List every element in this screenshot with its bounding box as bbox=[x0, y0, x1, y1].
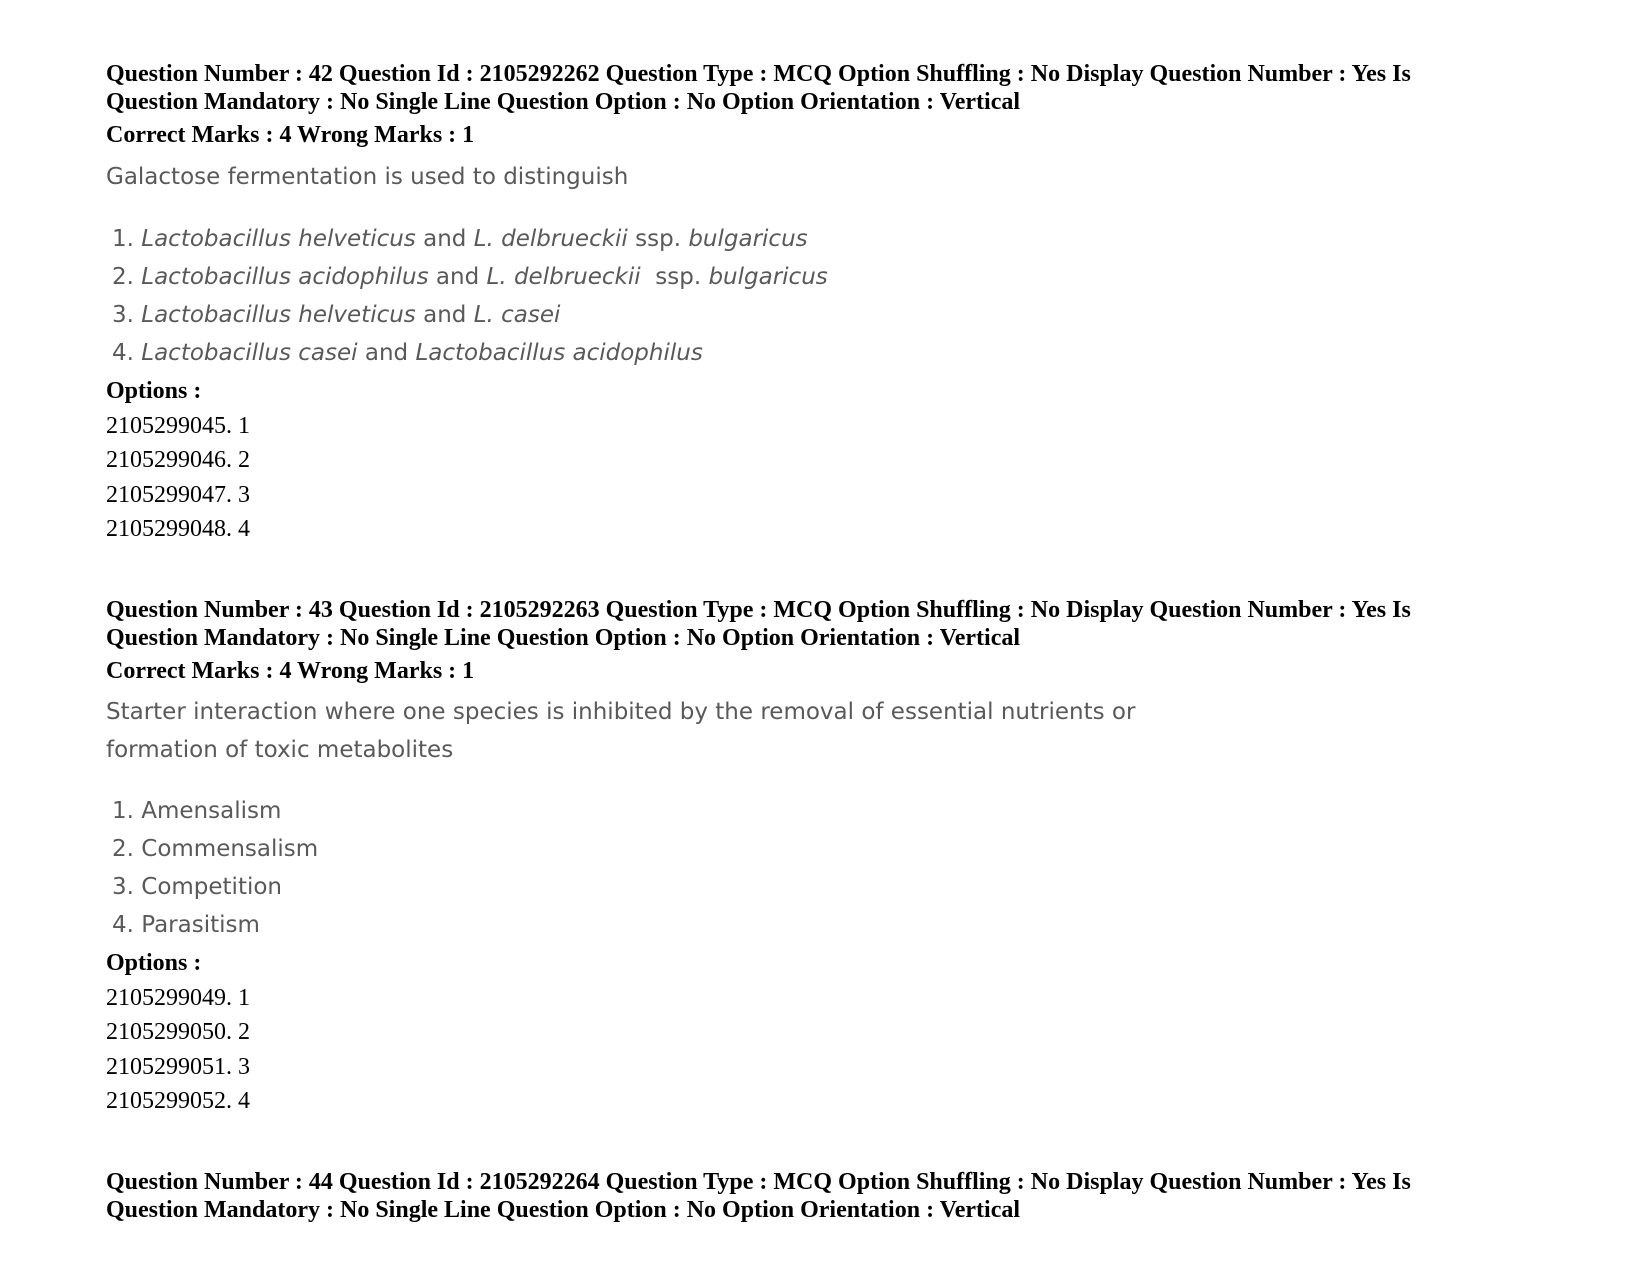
question-43-meta-line1: Question Number : 43 Question Id : 2105292263 Question Type : MCQ Option Shuffling : No Display Question Number : Yes Is bbox=[106, 597, 1411, 623]
question-44-meta-line2: Question Mandatory : No Single Line Question Option : No Option Orientation : Vertical bbox=[106, 1197, 1021, 1223]
question-43-choice-3: 3. Competition bbox=[112, 874, 283, 900]
question-42-option-3: 2105299047. 3 bbox=[106, 482, 250, 508]
question-42-option-1: 2105299045. 1 bbox=[106, 413, 250, 439]
question-43-option-4: 2105299052. 4 bbox=[106, 1088, 250, 1114]
question-43-choice-1: 1. Amensalism bbox=[112, 798, 282, 824]
question-43-marks: Correct Marks : 4 Wrong Marks : 1 bbox=[106, 658, 475, 684]
question-43-choice-2: 2. Commensalism bbox=[112, 836, 319, 862]
question-42-option-4: 2105299048. 4 bbox=[106, 516, 250, 542]
question-43-options-label: Options : bbox=[106, 950, 202, 976]
question-42-choice-3: 3. Lactobacillus helveticus and L. casei bbox=[112, 302, 561, 328]
question-42-options-label: Options : bbox=[106, 378, 202, 404]
question-42-marks: Correct Marks : 4 Wrong Marks : 1 bbox=[106, 122, 475, 148]
question-43-choice-4: 4. Parasitism bbox=[112, 912, 260, 938]
question-43-option-1: 2105299049. 1 bbox=[106, 985, 250, 1011]
question-44-meta-line1: Question Number : 44 Question Id : 2105292264 Question Type : MCQ Option Shuffling : No Display Question Number : Yes Is bbox=[106, 1169, 1411, 1195]
question-42-text: Galactose fermentation is used to distinguish bbox=[106, 164, 629, 190]
question-43-text-line1: Starter interaction where one species is inhibited by the removal of essential nutrients or bbox=[106, 699, 1136, 725]
question-43-text-line2: formation of toxic metabolites bbox=[106, 737, 454, 763]
question-42-meta-line2: Question Mandatory : No Single Line Question Option : No Option Orientation : Vertical bbox=[106, 89, 1021, 115]
question-43-option-3: 2105299051. 3 bbox=[106, 1054, 250, 1080]
question-42-choice-1: 1. Lactobacillus helveticus and L. delbrueckii ssp. bulgaricus bbox=[112, 226, 808, 252]
question-42-meta-line1: Question Number : 42 Question Id : 2105292262 Question Type : MCQ Option Shuffling : No Display Question Number : Yes Is bbox=[106, 61, 1411, 87]
question-42-choice-2: 2. Lactobacillus acidophilus and L. delbrueckii ssp. bulgaricus bbox=[112, 264, 828, 290]
question-43-option-2: 2105299050. 2 bbox=[106, 1019, 250, 1045]
question-42-option-2: 2105299046. 2 bbox=[106, 447, 250, 473]
question-43-meta-line2: Question Mandatory : No Single Line Question Option : No Option Orientation : Vertical bbox=[106, 625, 1021, 651]
question-42-choice-4: 4. Lactobacillus casei and Lactobacillus acidophilus bbox=[112, 340, 703, 366]
